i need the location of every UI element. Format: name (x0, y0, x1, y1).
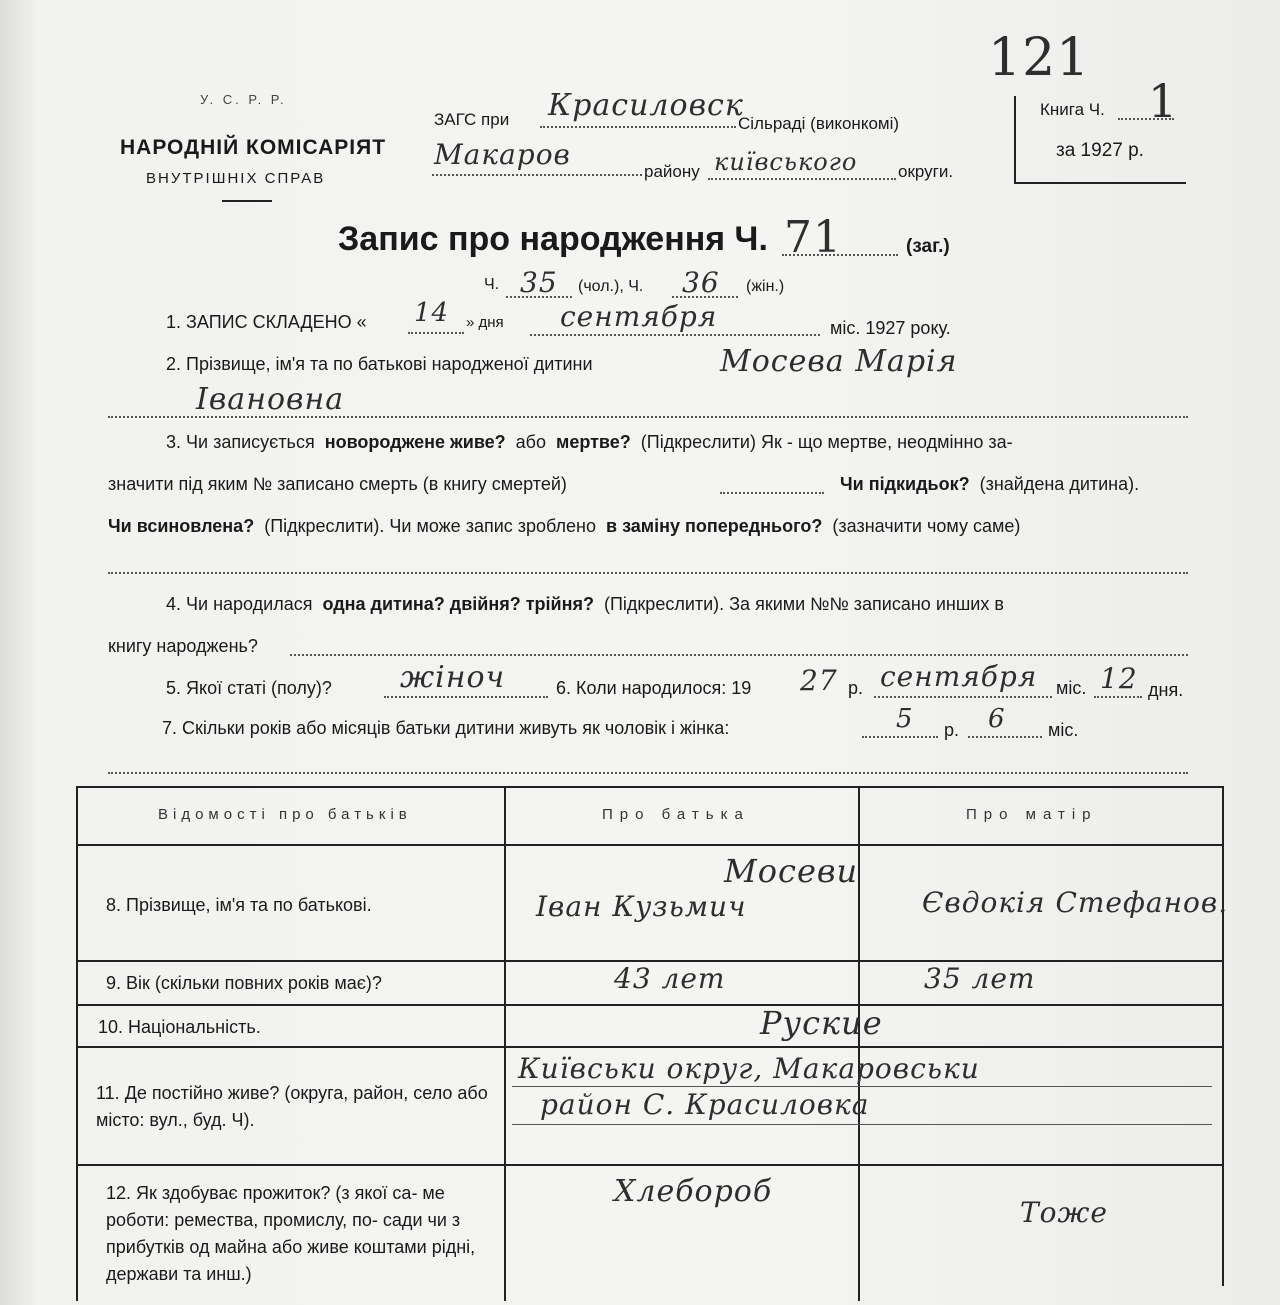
q1-label: 1. ЗАПИС СКЛАДЕНО « (166, 312, 367, 332)
q3-replace: в заміну попереднього? (606, 516, 823, 536)
zags-prefix: ЗАГС при (434, 110, 510, 129)
table-right-border (1222, 786, 1224, 1286)
row11-label: 11. Де постійно живе? (округа, район, село або місто: вул., буд. Ч). (96, 1083, 488, 1130)
q6-dnya: дня. (1148, 680, 1184, 700)
row8-father: Іван Кузьмич (536, 890, 747, 923)
q1-month: сентября (560, 300, 718, 333)
book-label: Книга Ч. (1040, 100, 1105, 119)
q4-line1: 4. Чи народилася одна дитина? двійня? трійня? (Підкреслити). За якими №№ записано инших в (166, 594, 1004, 614)
q3-line2: значити під яким № записано смерть (в книгу смертей) (108, 474, 567, 494)
q5-label: 5. Якої статі (полу)? (166, 678, 332, 698)
row9-label: 9. Вік (скільки повних років має)? (106, 973, 382, 993)
silradi-label: Сільраді (виконкомі) (738, 114, 900, 133)
ch-label: Ч. (484, 276, 500, 293)
q1-day: 14 (414, 298, 450, 328)
row8-shared: Мосеви (724, 852, 859, 890)
row8-mother: Євдокія Стефанов. (922, 886, 1229, 919)
q2-answer-1: Мосева Марія (720, 344, 958, 379)
q3-dead: мертве? (556, 432, 631, 452)
q7-years: 5 (896, 704, 914, 734)
row11-line1: Київськи округ, Макаровськи (518, 1052, 980, 1085)
col-header-father: Про батька (602, 806, 750, 823)
raionu-label: району (644, 162, 700, 181)
q2-label: 2. Прізвище, ім'я та по батькові народженої дитини (166, 354, 593, 374)
q5-answer: жіноч (400, 660, 506, 695)
okrug-handwritten: київського (714, 148, 858, 176)
zags-village: Красиловск (548, 88, 744, 123)
q3-live: новороджене живе? (324, 432, 506, 452)
row8-label: 8. Прізвище, ім'я та по батькові. (106, 895, 372, 915)
internal-affairs-label: ВНУТРІШНІХ СПРАВ (146, 170, 326, 187)
q7-months: 6 (988, 704, 1006, 734)
okrugy-label: округи. (898, 162, 954, 181)
q4-line2: книгу народжень? (108, 636, 258, 656)
q6-r: р. (848, 678, 864, 698)
record-total-label: (заг.) (906, 236, 950, 257)
row12-mother: Тоже (1020, 1196, 1108, 1229)
q1-day-end: » дня (466, 314, 504, 331)
row12-father: Хлебороб (614, 1174, 773, 1209)
q7-r: р. (944, 720, 960, 740)
female-label: (жін.) (746, 278, 785, 295)
header-divider (222, 200, 272, 202)
raion-handwritten: Макаров (434, 138, 571, 171)
book-year: за 1927 р. (1056, 140, 1144, 161)
row9-mother: 35 лет (924, 962, 1036, 995)
book-box-left (1014, 96, 1016, 184)
col-header-info: Відомості про батьків (158, 806, 412, 823)
male-number: 35 (520, 266, 558, 299)
top-number: 121 (988, 28, 1091, 88)
record-number: 71 (784, 212, 842, 263)
table-top-border (76, 786, 1224, 788)
q6-day: 12 (1100, 662, 1138, 695)
q1-end: міс. 1927 року. (830, 318, 951, 338)
row12-label: 12. Як здобуває прожиток? (з якої са- ме роботи: ремества, промислу, по- сади чи з прибутків од майна або живе коштами рідні, держави та инш.) (106, 1183, 476, 1284)
q6-year: 27 (800, 664, 838, 697)
q6-month: сентября (880, 660, 1038, 693)
q6-label: 6. Коли народилося: 19 (556, 678, 752, 698)
row10-label: 10. Національність. (98, 1017, 261, 1037)
q7-mis: міс. (1048, 720, 1079, 740)
commissariat-title: НАРОДНІЙ КОМІСАРІЯТ (120, 136, 387, 159)
table-left-border (76, 786, 78, 1301)
republic-label: У. С. Р. Р. (200, 92, 287, 107)
q3-line2b: Чи підкидьок? (знайдена дитина). (840, 474, 1140, 494)
q3-adopted: Чи всиновлена? (108, 516, 255, 536)
female-number: 36 (682, 266, 720, 299)
q4-options: одна дитина? двійня? трійня? (322, 594, 594, 614)
row10-shared: Руские (760, 1004, 883, 1042)
q3-found: Чи підкидьок? (840, 474, 970, 494)
q3-line1: 3. Чи записується новороджене живе? або мертве? (Підкреслити) Як - що мертве, неодмінно за- (166, 432, 1013, 452)
row11-line2: район С. Красиловка (540, 1088, 870, 1121)
q6-mis: міс. (1056, 678, 1087, 698)
q3-line3: Чи всиновлена? (Підкреслити). Чи може запис зроблено в заміну попереднього? (зазначити чому саме) (108, 516, 1021, 536)
record-title: Запис про народження Ч. (338, 220, 768, 258)
q7-label: 7. Скільки років або місяців батьки дитини живуть як чоловік і жінка: (162, 718, 730, 738)
col-header-mother: Про матір (966, 806, 1098, 823)
q2-answer-2: Івановна (196, 382, 345, 417)
book-box-bottom (1014, 182, 1186, 184)
book-number: 1 (1148, 74, 1179, 128)
male-label: (чол.), Ч. (578, 278, 644, 295)
row9-father: 43 лет (614, 962, 726, 995)
